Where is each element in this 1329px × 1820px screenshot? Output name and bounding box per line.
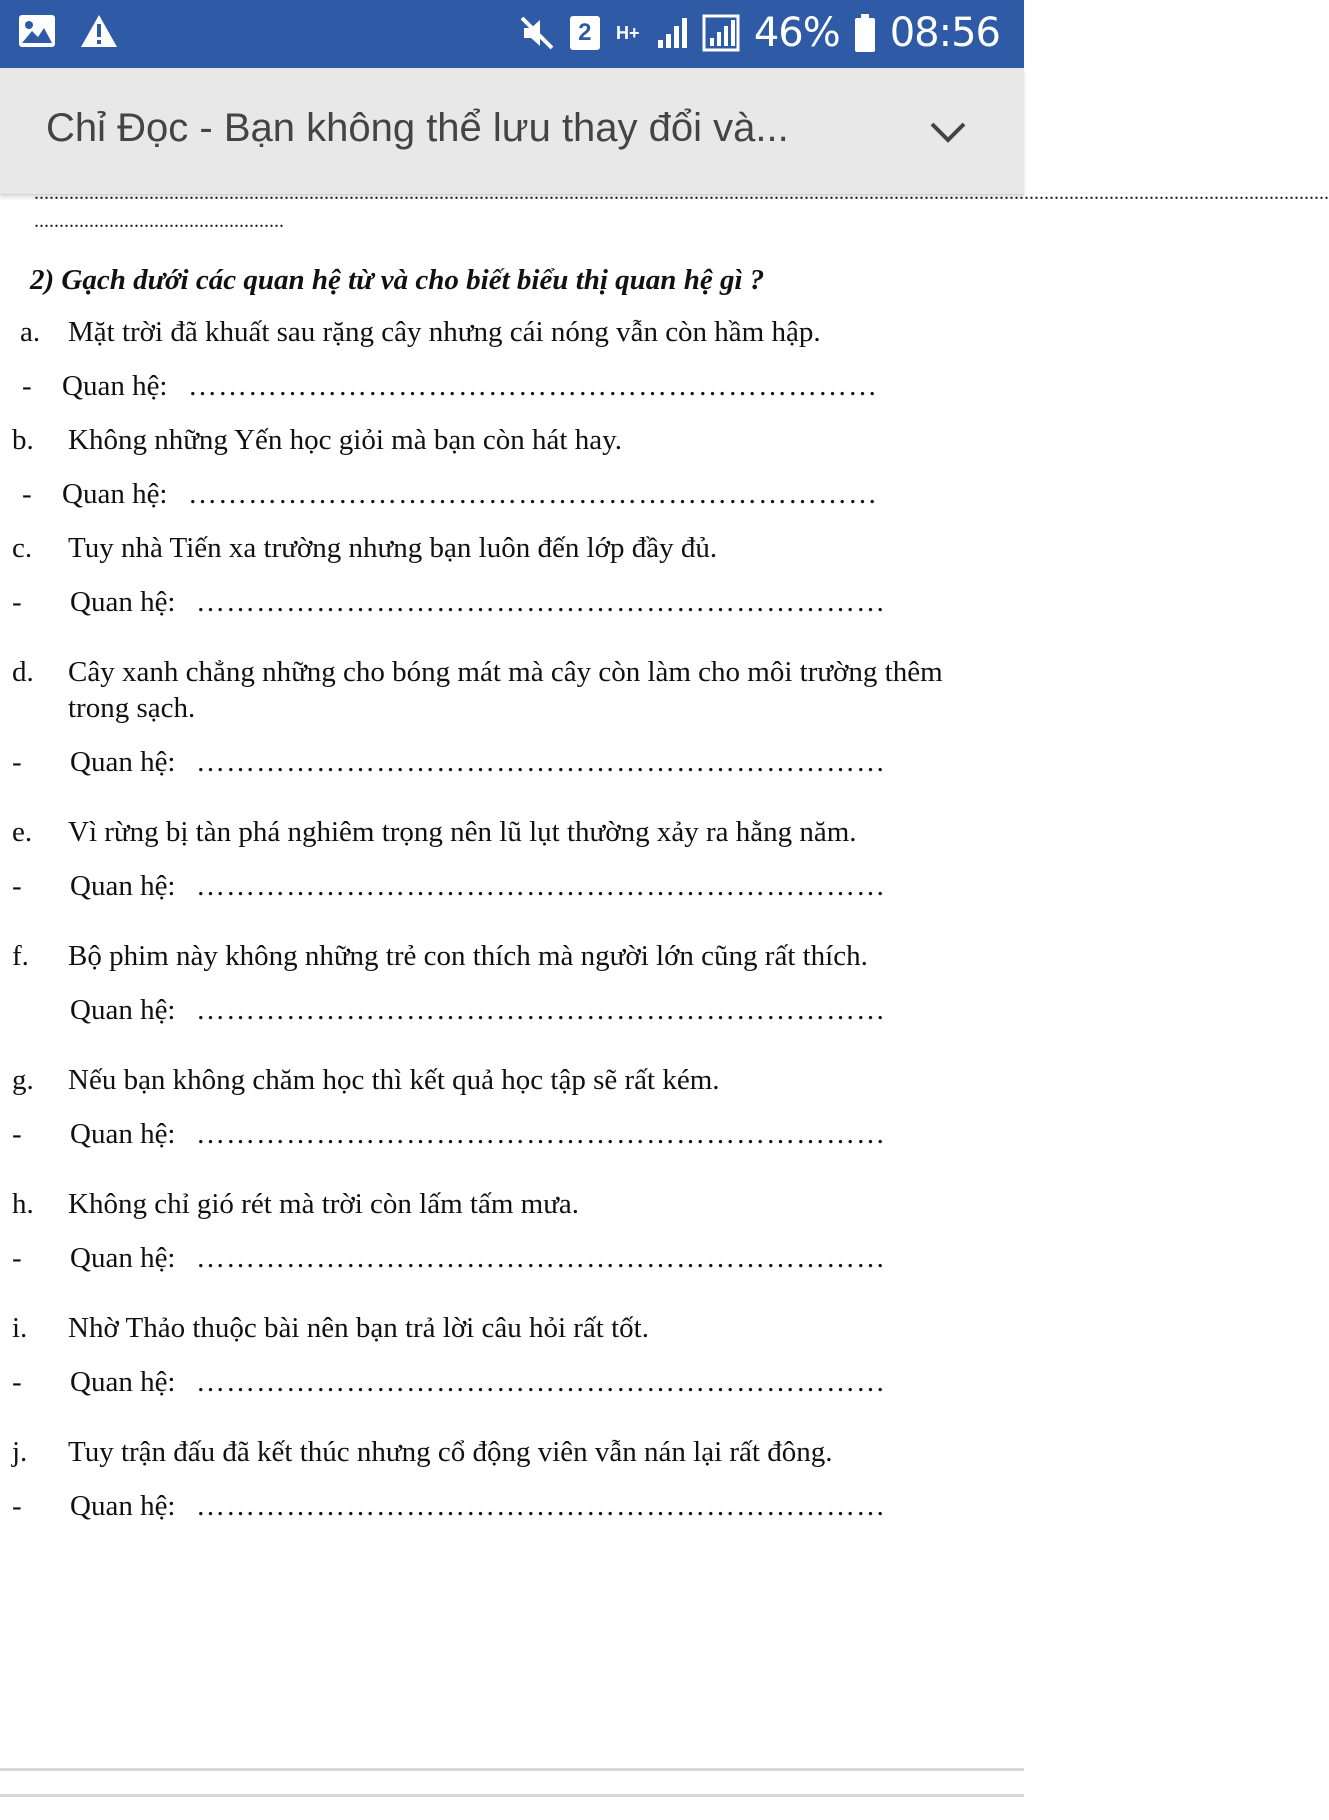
relation-label: Quan hệ:: [70, 586, 176, 618]
signal-icon: [656, 16, 688, 50]
item-dash: -: [12, 1242, 22, 1274]
item-marker: e.: [12, 816, 33, 848]
document-header: [0, 68, 1024, 195]
chevron-down-icon[interactable]: [926, 116, 970, 148]
item-dash: -: [12, 1366, 22, 1398]
item-dash: -: [22, 370, 32, 402]
status-bar-left: [18, 14, 118, 48]
item-dash: -: [12, 746, 22, 778]
network-type-icon: H+: [616, 23, 640, 43]
relation-label: Quan hệ:: [62, 370, 168, 402]
answer-blank[interactable]: ……………………………………………………………: [196, 994, 886, 1026]
item-dash: -: [22, 478, 32, 510]
relation-label: Quan hệ:: [62, 478, 168, 510]
relation-label: Quan hệ:: [70, 1242, 176, 1274]
item-marker: d.: [12, 656, 34, 688]
item-text: Cây xanh chẳng những cho bóng mát mà cây còn làm cho môi trường thêm: [68, 656, 943, 688]
relation-label: Quan hệ:: [70, 1366, 176, 1398]
relation-label: Quan hệ:: [70, 1118, 176, 1150]
item-marker: j.: [12, 1436, 28, 1468]
item-dash: -: [12, 1490, 22, 1522]
item-text: Bộ phim này không những trẻ con thích mà người lớn cũng rất thích.: [68, 940, 868, 972]
status-bar: [0, 0, 1024, 68]
item-text: Mặt trời đã khuất sau rặng cây nhưng cái nóng vẫn còn hầm hập.: [68, 316, 821, 348]
battery-icon: [854, 13, 876, 53]
item-text: Nhờ Thảo thuộc bài nên bạn trả lời câu hỏi rất tốt.: [68, 1312, 649, 1344]
item-text: Nếu bạn không chăm học thì kết quả học tập sẽ rất kém.: [68, 1064, 720, 1096]
item-marker: a.: [20, 316, 41, 348]
item-marker: g.: [12, 1064, 34, 1096]
item-marker: c.: [12, 532, 33, 564]
answer-blank[interactable]: ……………………………………………………………: [196, 1118, 886, 1150]
page-divider: [0, 1768, 1024, 1771]
answer-blank[interactable]: ……………………………………………………………: [188, 478, 878, 510]
answer-blank[interactable]: ……………………………………………………………: [188, 370, 878, 402]
image-icon: [18, 14, 56, 48]
relation-label: Quan hệ:: [70, 994, 176, 1026]
item-dash: -: [12, 870, 22, 902]
relation-label: Quan hệ:: [70, 1490, 176, 1522]
dotted-answer-line: ..................................................: [34, 210, 284, 232]
answer-blank[interactable]: ……………………………………………………………: [196, 1366, 886, 1398]
item-text: Tuy nhà Tiến xa trường nhưng bạn luôn đến lớp đầy đủ.: [68, 532, 718, 564]
document-page: [0, 182, 1329, 1764]
page-divider: [0, 1794, 1024, 1797]
relation-label: Quan hệ:: [70, 746, 176, 778]
item-text: Không những Yến học giỏi mà bạn còn hát hay.: [68, 424, 622, 456]
answer-blank[interactable]: ……………………………………………………………: [196, 870, 886, 902]
item-marker: f.: [12, 940, 29, 972]
relation-label: Quan hệ:: [70, 870, 176, 902]
item-marker: i.: [12, 1312, 28, 1344]
read-only-banner[interactable]: Chỉ Đọc - Bạn không thể lưu thay đổi và...: [46, 106, 789, 150]
answer-blank[interactable]: ……………………………………………………………: [196, 746, 886, 778]
item-text: Vì rừng bị tàn phá nghiêm trọng nên lũ lụt thường xảy ra hằng năm.: [68, 816, 857, 848]
item-text: Không chỉ gió rét mà trời còn lấm tấm mưa.: [68, 1188, 580, 1220]
status-bar-right: [518, 10, 1000, 56]
answer-blank[interactable]: ……………………………………………………………: [196, 1242, 886, 1274]
mute-icon: [518, 14, 556, 52]
clock: 08:56: [889, 10, 1000, 56]
item-text: Tuy trận đấu đã kết thúc nhưng cổ động viên vẫn nán lại rất đông.: [68, 1436, 833, 1468]
signal-box-icon: [702, 14, 740, 52]
dotted-answer-line: ...................................................................................................................................................................................................................................................................: [34, 182, 1329, 204]
battery-percent: 46%: [753, 10, 840, 56]
item-marker: h.: [12, 1188, 34, 1220]
answer-blank[interactable]: ……………………………………………………………: [196, 586, 886, 618]
item-text-continued: trong sạch.: [68, 692, 196, 724]
question-heading: 2) Gạch dưới các quan hệ từ và cho biết biểu thị quan hệ gì ?: [30, 264, 765, 296]
item-dash: -: [12, 1118, 22, 1150]
item-dash: -: [12, 586, 22, 618]
sim-badge: 2: [570, 16, 600, 50]
item-marker: b.: [12, 424, 34, 456]
answer-blank[interactable]: ……………………………………………………………: [196, 1490, 886, 1522]
warning-icon: [80, 14, 118, 48]
